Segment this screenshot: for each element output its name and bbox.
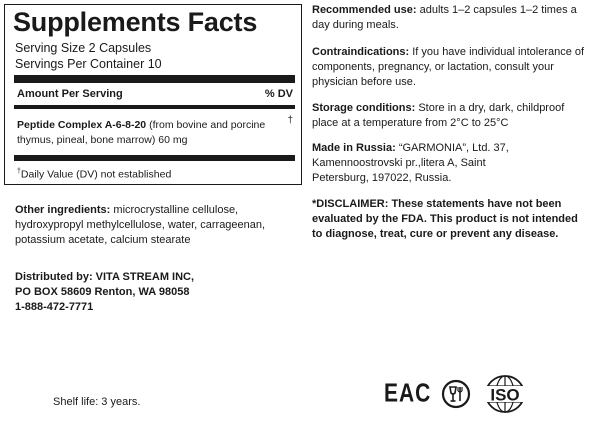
amount-per-serving-label: Amount Per Serving — [17, 88, 123, 100]
storage-conditions — [312, 101, 584, 131]
made-in-label: Made in Russia: — [312, 142, 396, 154]
serving-size: Serving Size 2 Capsules — [15, 41, 152, 55]
other-ingredients — [15, 203, 285, 248]
serving-info — [15, 40, 162, 72]
supplement-facts-panel — [4, 4, 302, 185]
distributor-line-1: Distributed by: VITA STREAM INC, — [15, 271, 195, 283]
storage-conditions-text: Store in a dry, dark, childproof place at a temperature from 2°C to 25°C — [312, 102, 565, 129]
distributor-line-2: PO BOX 58609 Renton, WA 98058 — [15, 286, 190, 298]
divider-medium — [14, 105, 295, 109]
contraindications — [312, 45, 602, 90]
facts-title: Supplements Facts — [13, 7, 258, 37]
other-ingredients-label: Other ingredients: — [15, 204, 111, 216]
storage-conditions-label: Storage conditions: — [312, 102, 416, 114]
ingredient-detail: (from bovine and porcine thymus, pineal, bone marrow) 60 mg — [17, 119, 266, 146]
contraindications-label: Contraindications: — [312, 46, 410, 58]
certification-logos — [384, 374, 531, 414]
other-ingredients-text: microcrystalline cellulose, hydroxypropyl methylcellulose, water, carrageenan, potassium acetate, calcium stearate — [15, 204, 266, 246]
recommended-use-text: adults 1–2 capsules 1–2 times a day during meals. — [312, 4, 577, 31]
eac-logo: EAC — [384, 379, 432, 408]
dv-header: % DV — [264, 88, 293, 100]
footnote-mark: † — [17, 168, 21, 175]
disclaimer: *DISCLAIMER: These statements have not been evaluated by the FDA. This product is not intended to diagnose, treat, cure or prevent any disease. — [312, 198, 578, 240]
glass-fork-icon — [441, 379, 471, 409]
recommended-use — [312, 3, 592, 33]
amount-per-serving-row — [17, 88, 293, 100]
ingredient-name: Peptide Complex A-6-8-20 — [17, 119, 147, 131]
contraindications-text: If you have individual intolerance of components, pregnancy, or lactation, consult your physician before use. — [312, 46, 585, 88]
footnote-text: Daily Value (DV) not established — [20, 168, 172, 181]
shelf-life: Shelf life: 3 years. — [53, 396, 141, 408]
ingredient-row — [17, 118, 287, 148]
divider-bottom — [14, 155, 295, 161]
iso-logo — [479, 374, 531, 414]
recommended-use-label: Recommended use: — [312, 4, 417, 16]
distributor-phone: 1-888-472-7771 — [15, 301, 94, 313]
footnote — [17, 168, 171, 181]
distributor-block — [15, 270, 194, 315]
servings-per-container: Servings Per Container 10 — [15, 57, 162, 71]
made-in-russia — [312, 141, 542, 186]
ingredient-dagger: † — [287, 115, 293, 126]
iso-text: ISO — [490, 385, 520, 405]
divider-thick — [14, 75, 295, 83]
made-in-text: “GARMONIA”, Ltd. 37, Kamennoostrovski pr.,litera A, Saint Petersburg, 197022, Russia. — [312, 142, 509, 184]
